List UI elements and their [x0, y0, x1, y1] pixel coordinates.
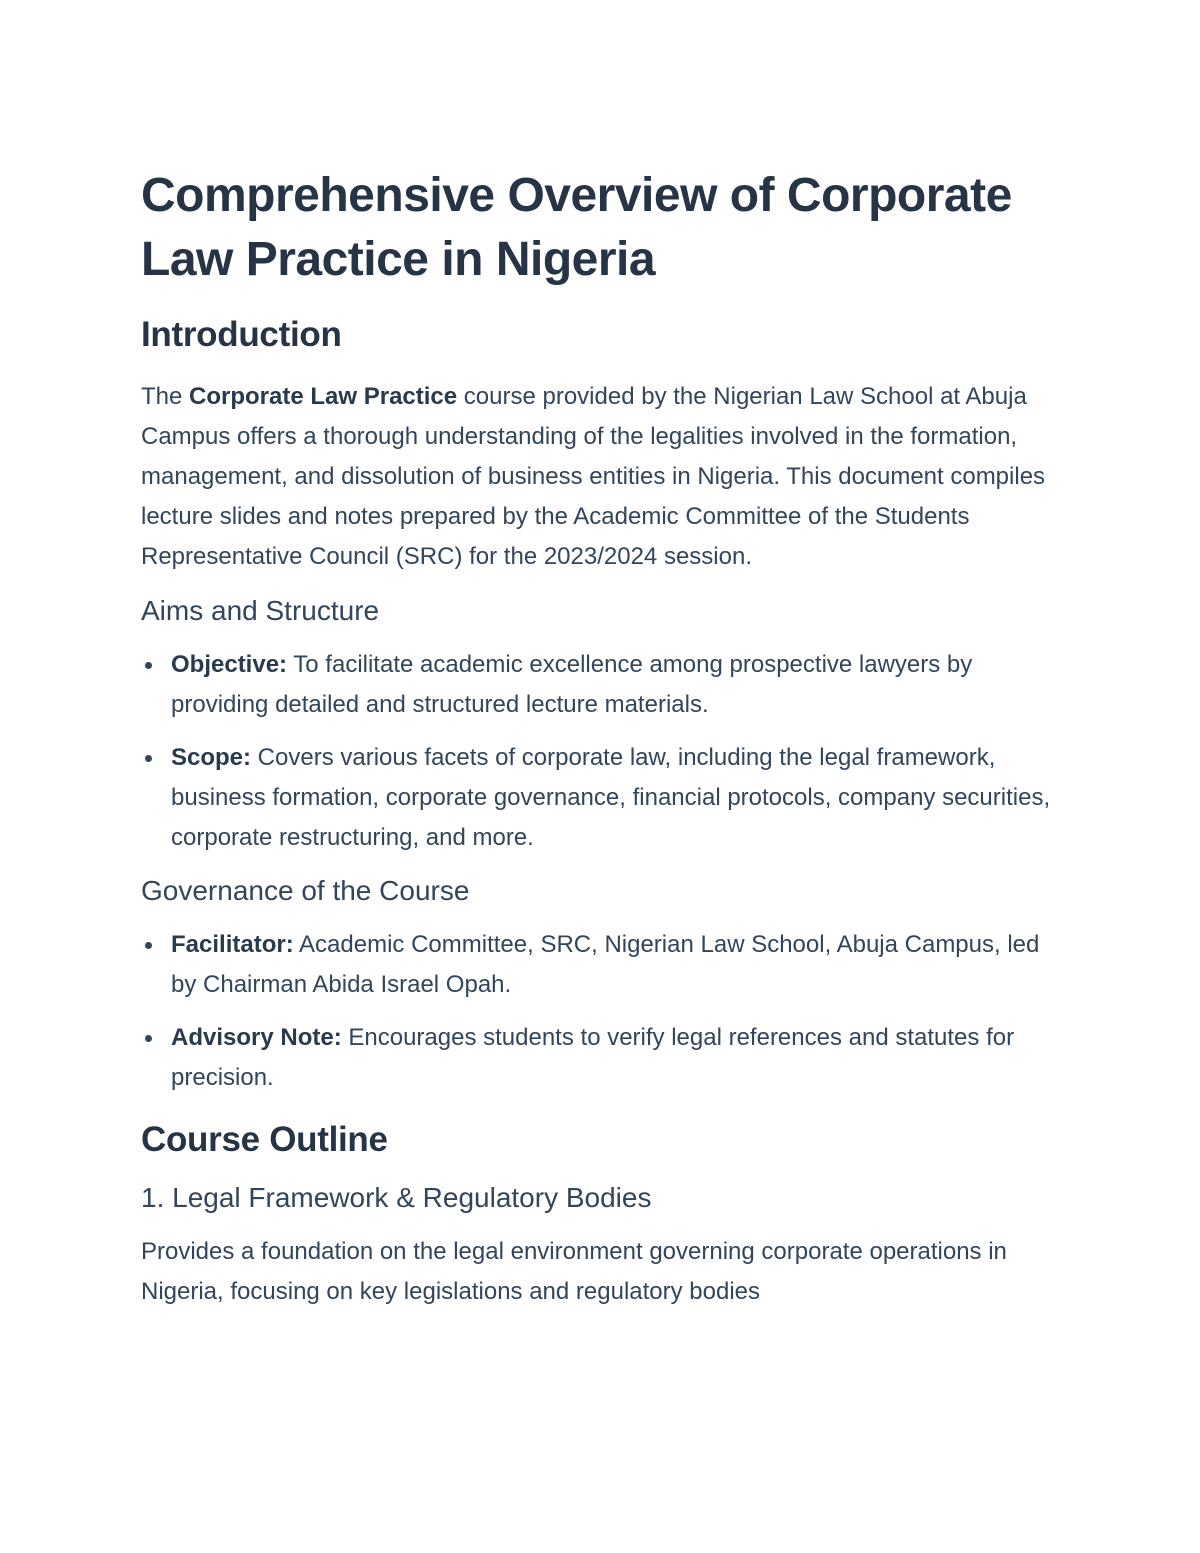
legal-framework-paragraph: Provides a foundation on the legal environment governing corporate operations in Nigeria, focusing on key legislations and regulatory bodies [141, 1238, 1007, 1305]
introduction-heading: Introduction [141, 315, 342, 354]
list-item-text: Academic Committee, SRC, Nigerian Law School, Abuja Campus, led by Chairman Abida Israel Opah. [171, 931, 1040, 998]
introduction-paragraph [141, 377, 1061, 577]
list-item-label: Scope: [171, 744, 252, 771]
course-outline-heading: Course Outline [141, 1120, 388, 1159]
list-item-text: To facilitate academic excellence among prospective lawyers by providing detailed and structured lecture materials. [171, 651, 973, 718]
introduction-text-rest: course provided by the Nigerian Law School at Abuja Campus offers a thorough understanding of the legalities involved in the formation, management, and dissolution of business entities in Nigeria. This document compiles lecture slides and notes prepared by the Academic Committee of the Students Representative Council (SRC) for the 2023/2024 session. [141, 383, 1046, 570]
page-title: Comprehensive Overview of Corporate Law Practice in Nigeria [141, 169, 1012, 286]
document-page [141, 164, 1061, 1312]
introduction-text-prefix: The [141, 383, 190, 410]
list-item [141, 738, 1061, 858]
course-name-bold: Corporate Law Practice [189, 383, 458, 410]
list-item [141, 925, 1061, 1005]
aims-heading: Aims and Structure [141, 595, 380, 626]
list-item-text: Encourages students to verify legal references and statutes for precision. [171, 1024, 1015, 1091]
governance-list [141, 925, 1061, 1098]
list-item [141, 645, 1061, 725]
list-item-label: Advisory Note: [171, 1024, 342, 1051]
list-item-label: Facilitator: [171, 931, 294, 958]
governance-heading: Governance of the Course [141, 875, 470, 906]
list-item [141, 1018, 1061, 1098]
legal-framework-heading: 1. Legal Framework & Regulatory Bodies [141, 1182, 652, 1213]
list-item-text: Covers various facets of corporate law, including the legal framework, business formation, corporate governance, financial protocols, company securities, corporate restructuring, and more. [171, 744, 1051, 851]
list-item-label: Objective: [171, 651, 288, 678]
aims-list [141, 645, 1061, 858]
